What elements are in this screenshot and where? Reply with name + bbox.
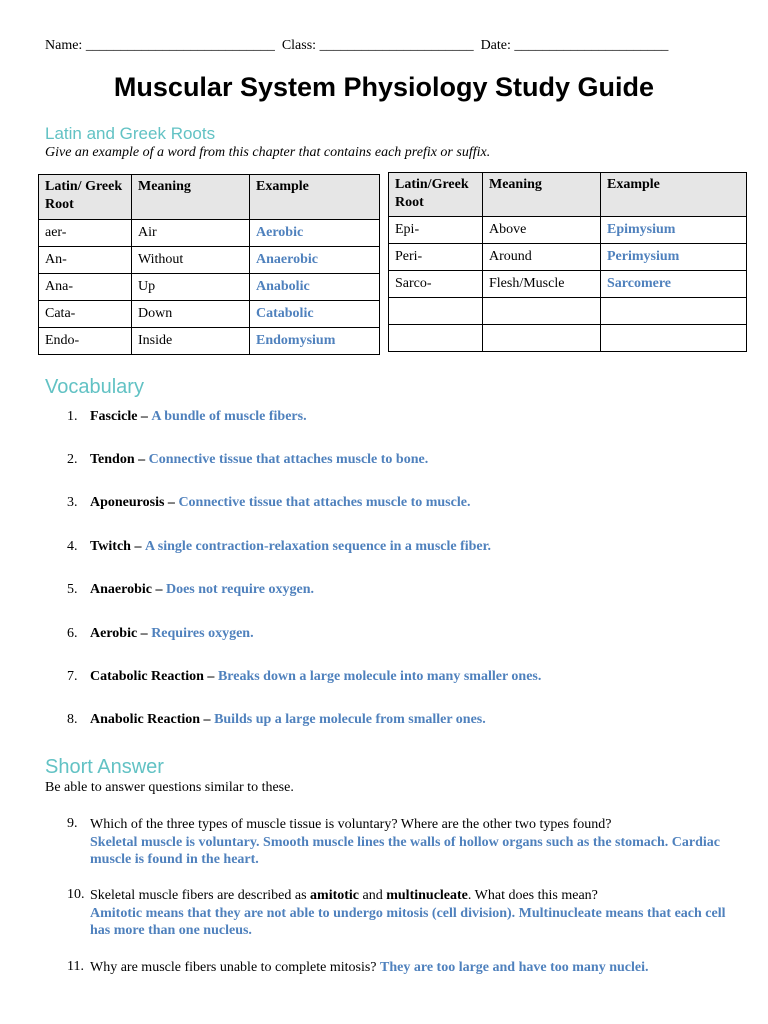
table-row	[389, 271, 747, 298]
vocab-term: Tendon –	[90, 452, 146, 467]
column-header: Latin/ Greek Root	[39, 175, 132, 220]
table-row	[389, 244, 747, 271]
item-number: 1.	[67, 409, 78, 424]
vocab-definition: Builds up a large molecule from smaller ones.	[214, 712, 486, 727]
question-number: 9.	[67, 816, 78, 831]
short-answer-heading: Short Answer	[45, 756, 164, 778]
vocab-definition: Connective tissue that attaches muscle to muscle.	[178, 495, 471, 510]
meaning-cell: Around	[483, 244, 601, 271]
root-cell[interactable]	[389, 298, 483, 325]
meaning-cell: Up	[132, 274, 250, 301]
example-cell: Anabolic	[250, 274, 380, 301]
root-cell: aer-	[39, 220, 132, 247]
item-number: 4.	[67, 539, 78, 554]
question-text: Which of the three types of muscle tissue is voluntary? Where are the other two types found?	[90, 817, 612, 832]
meaning-cell[interactable]	[483, 325, 601, 352]
question-number: 10.	[67, 887, 85, 902]
meaning-cell: Above	[483, 217, 601, 244]
meaning-cell: Down	[132, 301, 250, 328]
meaning-cell: Inside	[132, 328, 250, 355]
table-row	[389, 298, 747, 325]
vocab-term: Twitch –	[90, 539, 142, 554]
root-cell: An-	[39, 247, 132, 274]
vocab-term: Aponeurosis –	[90, 495, 175, 510]
vocab-definition: Requires oxygen.	[151, 626, 254, 641]
example-cell: Anaerobic	[250, 247, 380, 274]
table-row	[39, 274, 380, 301]
root-cell: Sarco-	[389, 271, 483, 298]
roots-instruction: Give an example of a word from this chapter that contains each prefix or suffix.	[45, 145, 491, 160]
answer-text: Amitotic means that they are not able to undergo mitosis (cell division). Multinucleate means that each cell has more than one nucleus.	[90, 905, 726, 938]
table-row	[39, 220, 380, 247]
root-cell[interactable]	[389, 325, 483, 352]
question-text: Why are muscle fibers unable to complete mitosis?	[90, 960, 377, 975]
item-number: 3.	[67, 495, 78, 510]
roots-table-left	[38, 174, 380, 355]
name-field[interactable]: ___________________________	[85, 38, 275, 53]
example-cell: Catabolic	[250, 301, 380, 328]
meaning-cell: Flesh/Muscle	[483, 271, 601, 298]
column-header: Latin/Greek Root	[389, 173, 483, 217]
answer-text: They are too large and have too many nuclei.	[380, 960, 649, 975]
example-cell: Perimysium	[601, 244, 747, 271]
column-header: Example	[601, 173, 747, 217]
class-field[interactable]: ______________________	[319, 38, 474, 53]
date-label: Date:	[480, 38, 511, 53]
example-cell: Endomysium	[250, 328, 380, 355]
example-cell: Epimysium	[601, 217, 747, 244]
vocab-definition: Breaks down a large molecule into many smaller ones.	[217, 669, 542, 684]
vocab-definition: Connective tissue that attaches muscle to bone.	[148, 452, 429, 467]
name-label: Name:	[45, 38, 83, 53]
item-number: 6.	[67, 626, 78, 641]
table-row	[39, 247, 380, 274]
column-header: Example	[250, 175, 380, 220]
class-label: Class:	[281, 38, 317, 53]
vocab-definition: A bundle of muscle fibers.	[151, 409, 307, 424]
column-header: Meaning	[483, 173, 601, 217]
root-cell: Ana-	[39, 274, 132, 301]
example-cell[interactable]	[601, 325, 747, 352]
table-row	[389, 217, 747, 244]
meaning-cell: Air	[132, 220, 250, 247]
roots-heading: Latin and Greek Roots	[45, 124, 216, 143]
item-number: 8.	[67, 712, 78, 727]
vocab-term: Catabolic Reaction –	[90, 669, 215, 684]
date-field[interactable]: ______________________	[514, 38, 669, 53]
vocab-term: Anabolic Reaction –	[90, 712, 211, 727]
short-answer-intro: Be able to answer questions similar to these.	[45, 780, 294, 795]
table-row	[389, 325, 747, 352]
item-number: 5.	[67, 582, 78, 597]
question-number: 11.	[67, 959, 84, 974]
item-number: 7.	[67, 669, 78, 684]
example-cell: Sarcomere	[601, 271, 747, 298]
root-cell: Cata-	[39, 301, 132, 328]
table-row	[39, 301, 380, 328]
vocab-term: Fascicle –	[90, 409, 148, 424]
root-cell: Epi-	[389, 217, 483, 244]
table-header-row	[39, 175, 380, 220]
meaning-cell[interactable]	[483, 298, 601, 325]
vocab-definition: Does not require oxygen.	[165, 582, 315, 597]
meaning-cell: Without	[132, 247, 250, 274]
roots-table-right	[388, 172, 747, 352]
column-header: Meaning	[132, 175, 250, 220]
item-number: 2.	[67, 452, 78, 467]
root-cell: Endo-	[39, 328, 132, 355]
table-row	[39, 328, 380, 355]
vocab-definition: A single contraction-relaxation sequence in a muscle fiber.	[144, 539, 492, 554]
vocabulary-heading: Vocabulary	[45, 376, 144, 398]
example-cell[interactable]	[601, 298, 747, 325]
vocab-term: Aerobic –	[90, 626, 148, 641]
student-info-line	[45, 38, 668, 54]
table-header-row	[389, 173, 747, 217]
vocab-term: Anaerobic –	[90, 582, 163, 597]
question-text: Skeletal muscle fibers are described as amitotic and multinucleate. What does this mean?	[90, 888, 598, 903]
answer-text: Skeletal muscle is voluntary. Smooth muscle lines the walls of hollow organs such as the stomach. Cardiac muscle is found in the heart.	[90, 834, 721, 867]
example-cell: Aerobic	[250, 220, 380, 247]
root-cell: Peri-	[389, 244, 483, 271]
page-title: Muscular System Physiology Study Guide	[113, 72, 655, 102]
